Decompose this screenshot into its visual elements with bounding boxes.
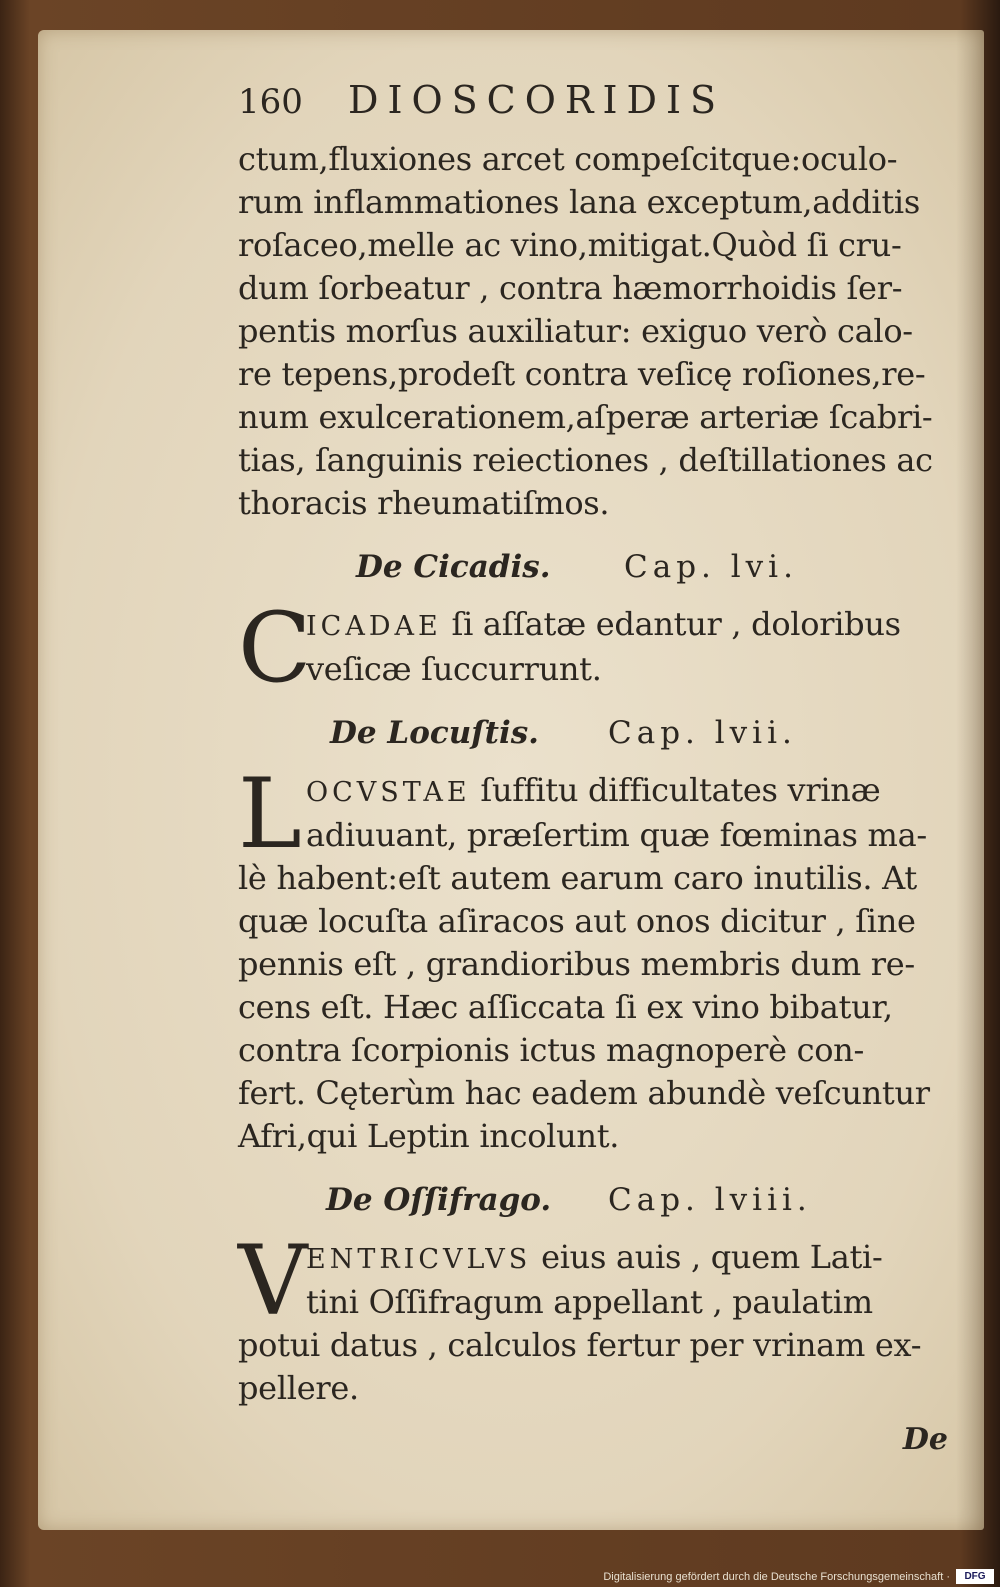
text-line	[238, 603, 958, 648]
text-line: roſaceo,melle ac vino,mitigat.Quòd ſi cru-	[238, 226, 902, 264]
text-line: cens eſt. Hæc aſſiccata ſi ex vino bibatur,	[238, 988, 893, 1026]
text-line: adiuuant, præſertim quæ fœminas ma-	[306, 816, 927, 854]
text-line: pellere.	[238, 1369, 359, 1407]
running-head	[238, 78, 958, 138]
text-line: lè habent:eſt autem earum caro inutilis. At	[238, 859, 917, 897]
chapter-title: De Oſſifrago.	[326, 1182, 552, 1218]
chapter-paragraph	[238, 758, 958, 1158]
text-line: Afri,qui Leptin incolunt.	[238, 1117, 620, 1155]
line-text: eius auis , quem Lati-	[531, 1238, 883, 1276]
chapter-heading	[238, 537, 958, 597]
text-line: pennis eſt , grandioribus membris dum re-	[238, 945, 915, 983]
book-page	[38, 30, 984, 1530]
drop-initial: V	[238, 1225, 308, 1337]
text-line	[238, 1236, 958, 1281]
opening-word: ICADAE	[306, 611, 442, 642]
opening-word: ENTRICVLVS	[306, 1244, 532, 1275]
chapter-title: De Cicadis.	[356, 549, 551, 585]
text-line: ctum,fluxiones arcet compeſcitque:oculo-	[238, 140, 898, 178]
page-number: 160	[238, 82, 303, 122]
text-line: quæ locuſta aſiracos aut onos dicitur , ſine	[238, 902, 916, 940]
line-text: ſuffitu difficultates vrinæ	[470, 771, 881, 809]
digitization-credit: Digitalisierung gefördert durch die Deutsche Forschungsgemeinschaft ·	[603, 1571, 950, 1583]
text-line: tini Oſſifragum appellant , paulatim	[306, 1283, 873, 1321]
line-text: ſi aſſatæ edantur , doloribus	[441, 605, 901, 643]
chapter-title: De Locuſtis.	[330, 715, 539, 751]
text-line: thoracis rheumatiſmos.	[238, 484, 610, 522]
chapter-paragraph	[238, 592, 958, 704]
text-line: num exulcerationem,aſperæ arteriæ ſcabri-	[238, 398, 933, 436]
drop-initial: L	[238, 758, 302, 870]
continuation-paragraph	[238, 138, 958, 525]
text-line: veſicæ ſuccurrunt.	[306, 650, 602, 688]
text-line: dum ſorbeatur , contra hæmorrhoidis ſer-	[238, 269, 903, 307]
dfg-logo: DFG	[956, 1569, 994, 1584]
chapter-number: Cap. lvii.	[608, 715, 797, 751]
text-line: potui datus , calculos fertur per vrinam ex-	[238, 1326, 922, 1364]
text-line: rum inflammationes lana exceptum,additis	[238, 183, 920, 221]
chapter-number: Cap. lviii.	[608, 1182, 812, 1218]
text-line: pentis morſus auxiliatur: exiguo verò calo-	[238, 312, 913, 350]
gutter-shadow	[956, 30, 984, 1530]
drop-initial: C	[238, 592, 312, 704]
text-line: contra ſcorpionis ictus magnoperè con-	[238, 1031, 864, 1069]
running-title: DIOSCORIDIS	[348, 78, 726, 122]
chapter-heading	[238, 1170, 958, 1230]
text-block	[238, 78, 958, 1470]
text-line: tias, ſanguinis reiectiones , deſtillationes ac	[238, 441, 933, 479]
chapter-number: Cap. lvi.	[624, 549, 798, 585]
text-line: fert. Cęterùm hac eadem abundè veſcuntur	[238, 1074, 930, 1112]
text-line	[238, 769, 958, 814]
text-line: re tepens,prodeſt contra veſicę roſiones,re-	[238, 355, 926, 393]
opening-word: OCVSTAE	[306, 777, 471, 808]
catchword: De	[902, 1422, 948, 1457]
chapter-heading	[238, 703, 958, 763]
chapter-paragraph	[238, 1225, 958, 1410]
